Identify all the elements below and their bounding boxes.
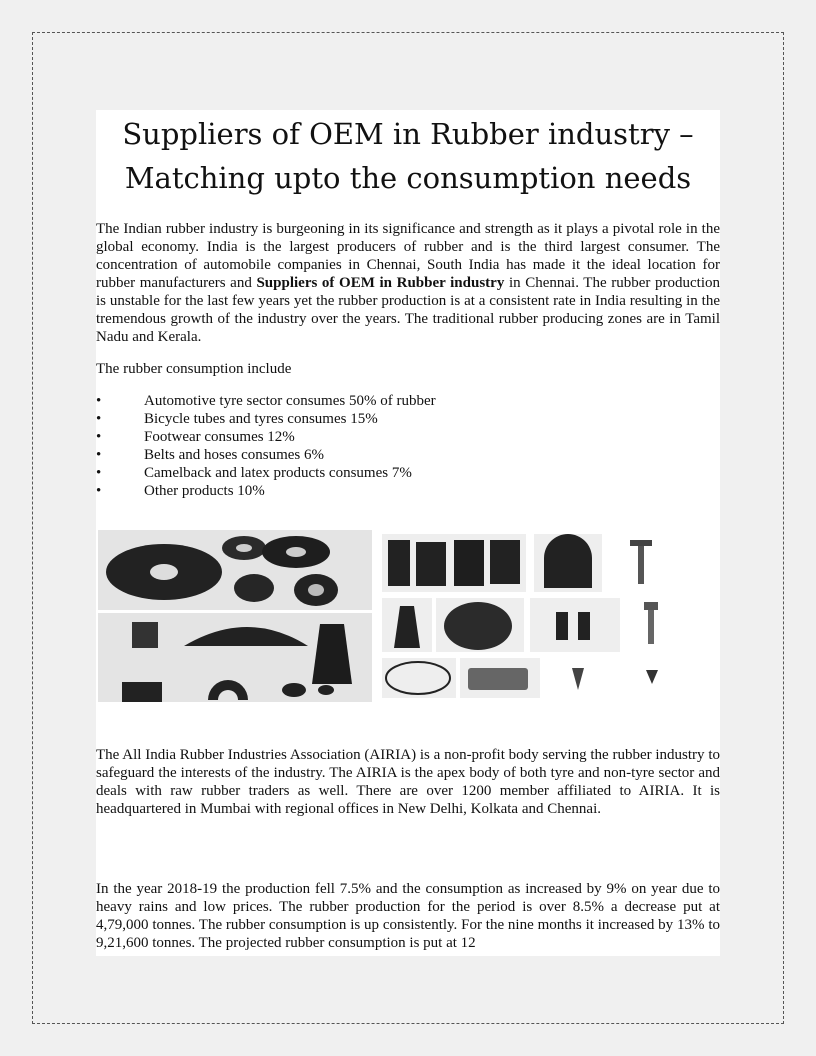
list-item-text: Other products 10% xyxy=(144,483,265,499)
list-item-text: Camelback and latex products consumes 7% xyxy=(144,465,412,481)
bold-link-text: Suppliers of OEM in Rubber industry xyxy=(256,275,505,291)
title-line-2: Matching upto the consumption needs xyxy=(124,161,692,195)
list-item-text: Automotive tyre sector consumes 50% of rubber xyxy=(144,393,436,409)
list-item xyxy=(96,464,720,482)
document-page xyxy=(96,110,720,956)
list-intro: The rubber consumption include xyxy=(96,361,292,377)
intro-text: The Indian rubber industry is burgeoning in its significance and strength as it plays a pivotal role in the global economy. India is the largest producers of rubber and is the third largest consumer. The concentration of automobile companies in Chennai, South India has made it the ideal location for rubber manufacturers and xyxy=(96,221,720,291)
list-item xyxy=(96,392,720,410)
intro-paragraph xyxy=(96,220,720,346)
bullet-icon: • xyxy=(96,429,102,445)
bullet-icon: • xyxy=(96,465,102,481)
list-item-text: Bicycle tubes and tyres consumes 15% xyxy=(144,411,378,427)
bullet-icon: • xyxy=(96,447,102,463)
list-item xyxy=(96,410,720,428)
list-item-text: Belts and hoses consumes 6% xyxy=(144,447,324,463)
bullet-icon: • xyxy=(96,393,102,409)
list-item xyxy=(96,446,720,464)
consumption-list xyxy=(96,392,720,500)
list-item xyxy=(96,428,720,446)
bullet-icon: • xyxy=(96,411,102,427)
production-paragraph: In the year 2018-19 the production fell 7.5% and the consumption as increased by 9% on year due to heavy rains and low prices. The rubber production for the period is over 8.5% a decrease put at 4,79,000 tonnes. The rubber consumption is up consistently. For the nine months it increased by 13% to 9,21,600 tonnes. The projected rubber consumption is put at 12 xyxy=(96,881,720,951)
rubber-parts-image xyxy=(98,528,718,708)
list-item xyxy=(96,482,720,500)
bullet-icon: • xyxy=(96,483,102,499)
intro-text-end: in Chennai. The rubber production is unstable for the last few years yet the rubber production is at a consistent rate in India resulting in the tremendous growth of the industry over the years. The traditional rubber producing zones are in Tamil Nadu and Kerala. xyxy=(96,275,721,345)
title-line-1: Suppliers of OEM in Rubber industry – xyxy=(122,117,694,151)
list-item-text: Footwear consumes 12% xyxy=(144,429,295,445)
airia-paragraph: The All India Rubber Industries Association (AIRIA) is a non-profit body serving the rubber industry to safeguard the interests of the industry. The AIRIA is the apex body of both tyre and non-tyre sector and deals with raw rubber traders as well. There are over 1200 member affiliated to AIRIA. It is headquartered in Mumbai with regional offices in New Delhi, Kolkata and Chennai. xyxy=(96,747,720,817)
page-title xyxy=(96,112,720,200)
